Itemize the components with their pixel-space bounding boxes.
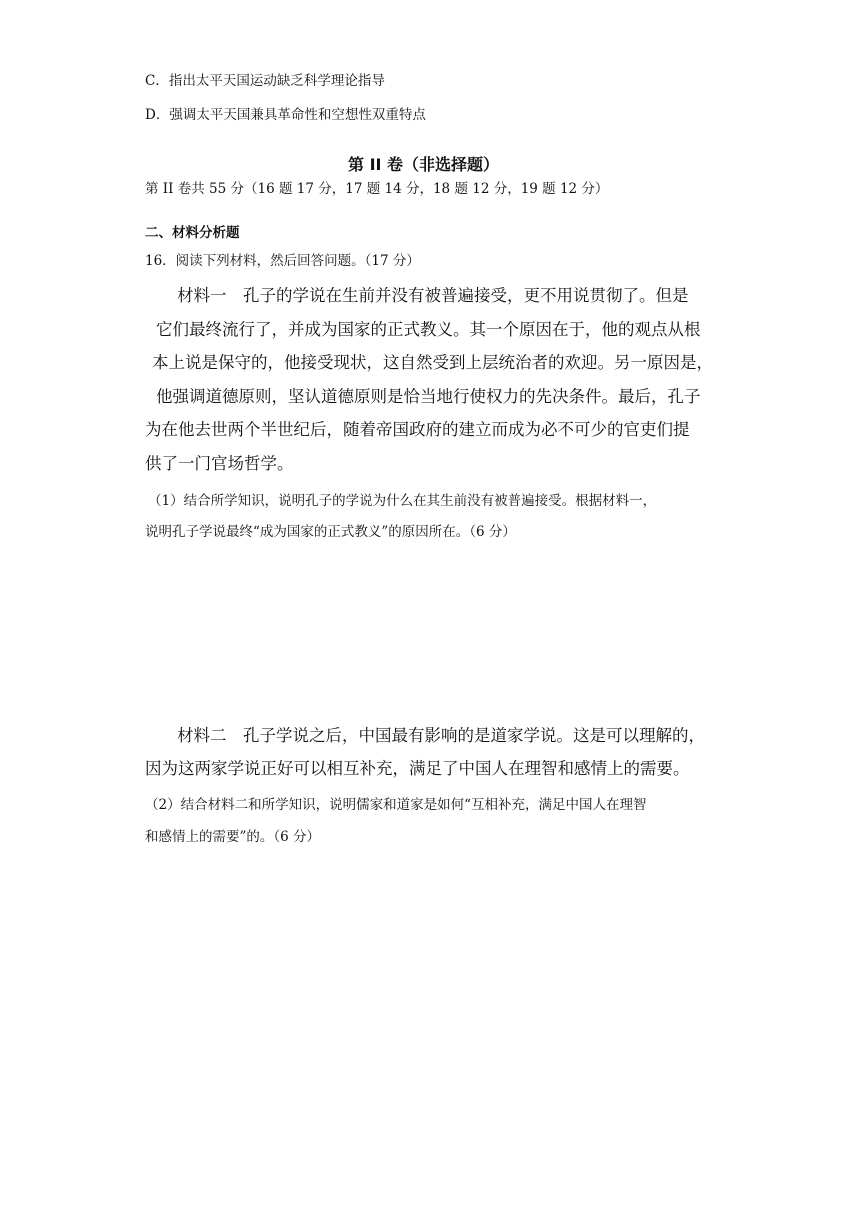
- sub-question-2-line-1: （2）结合材料二和所学知识，说明儒家和道家是如何“互相补充，满足中国人在理智: [145, 797, 647, 813]
- sub-question-1-line-2: 说明孔子学说最终“成为国家的正式教义”的原因所在。（6 分）: [145, 524, 516, 540]
- material-1-line-4: 他强调道德原则，坚认道德原则是恰当地行使权力的先决条件。最后，孔子: [156, 387, 701, 406]
- material-1-line-6: 供了一门官场哲学。: [145, 454, 294, 473]
- answer-area-2[interactable]: [145, 860, 715, 1180]
- sub-question-1-line-1: （1）结合所学知识，说明孔子的学说为什么在其生前没有被普遍接受。根据材料一，: [148, 493, 657, 509]
- sub-question-2-line-2: 和感情上的需要”的。（6 分）: [145, 829, 321, 845]
- question-16-stem: 16．阅读下列材料，然后回答问题。（17 分）: [145, 253, 420, 269]
- section-score-note: 第 II 卷共 55 分（16 题 17 分，17 题 14 分，18 题 12 分，19 题 12 分）: [145, 181, 609, 197]
- section-title: 第 II 卷（非选择题）: [348, 155, 500, 174]
- section-heading: 二、材料分析题: [145, 225, 240, 241]
- material-1-line-5: 为在他去世两个半世纪后，随着帝国政府的建立而成为必不可少的官吏们提: [145, 420, 690, 439]
- material-1-line-1: 材料一 孔子的学说在生前并没有被普遍接受，更不用说贯彻了。但是: [177, 286, 689, 305]
- material-1-line-3: 本上说是保守的，他接受现状，这自然受到上层统治者的欢迎。另一原因是，: [152, 353, 713, 372]
- material-2-line-2: 因为这两家学说正好可以相互补充，满足了中国人在理智和感情上的需要。: [145, 759, 690, 778]
- material-1-line-2: 它们最终流行了，并成为国家的正式教义。其一个原因在于，他的观点从根: [156, 320, 701, 339]
- answer-area-1[interactable]: [145, 555, 715, 715]
- material-2-line-1: 材料二 孔子学说之后，中国最有影响的是道家学说。这是可以理解的，: [177, 726, 705, 745]
- option-d: D．强调太平天国兼具革命性和空想性双重特点: [145, 107, 426, 123]
- option-c: C．指出太平天国运动缺乏科学理论指导: [145, 73, 385, 89]
